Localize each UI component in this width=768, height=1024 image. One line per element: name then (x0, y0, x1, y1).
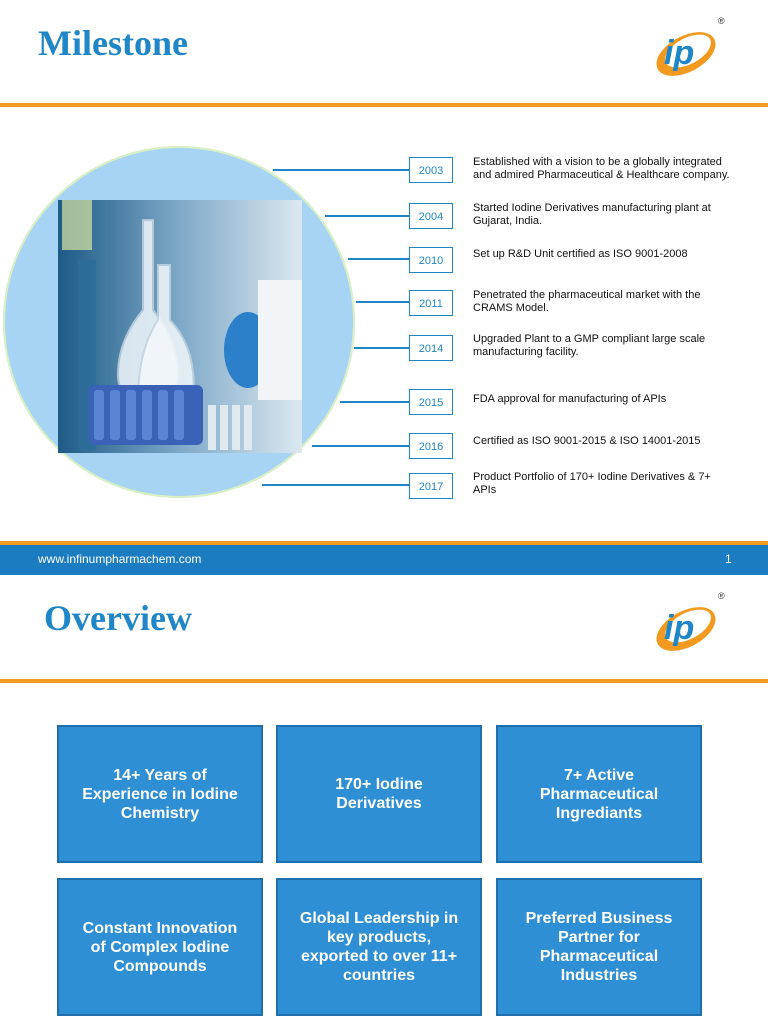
orange-rule (0, 679, 768, 683)
slide-title: Milestone (38, 23, 188, 63)
connector-lines (0, 0, 420, 520)
milestone-text: Product Portfolio of 170+ Iodine Derivatives & 7+ APIs (473, 471, 711, 496)
milestone-text: FDA approval for manufacturing of APIs (473, 393, 667, 405)
overview-box: 7+ Active Pharmaceutical Ingrediants (496, 725, 702, 863)
year-2010: 2010 (409, 247, 453, 273)
overview-box: Global Leadership in key products, exported to over 11+ countries (276, 878, 482, 1016)
registered-mark: ® (718, 591, 725, 601)
logo-text: ip (664, 34, 695, 72)
milestone-text: Started Iodine Derivatives manufacturing plant at Gujarat, India. (473, 202, 711, 227)
year-2014: 2014 (409, 335, 453, 361)
year-2011: 2011 (409, 290, 453, 316)
ip-logo (650, 589, 728, 659)
milestone-text: Upgraded Plant to a GMP compliant large scale manufacturing facility. (473, 333, 706, 358)
overview-box: 170+ Iodine Derivatives (276, 725, 482, 863)
ip-logo (650, 14, 728, 84)
page-number: 1 (725, 552, 732, 566)
year-2004: 2004 (409, 203, 453, 229)
footer-url[interactable]: www.infinumpharmachem.com (38, 552, 202, 566)
milestone-text: Certified as ISO 9001-2015 & ISO 14001-2015 (473, 435, 701, 447)
overview-slide (0, 575, 768, 1024)
footer-bar (0, 541, 768, 575)
overview-box: Constant Innovation of Complex Iodine Compounds (57, 878, 263, 1016)
milestone-text: Established with a vision to be a globally integrated and admired Pharmaceutical & Healthcare company. (473, 156, 730, 181)
slide-title: Overview (44, 598, 192, 638)
milestone-text: Penetrated the pharmaceutical market with the CRAMS Model. (473, 289, 701, 314)
year-2017: 2017 (409, 473, 453, 499)
milestone-text: Set up R&D Unit certified as ISO 9001-2008 (473, 248, 688, 260)
overview-box: Preferred Business Partner for Pharmaceutical Industries (496, 878, 702, 1016)
year-2015: 2015 (409, 389, 453, 415)
logo-text: ip (664, 609, 695, 647)
registered-mark: ® (718, 16, 725, 26)
year-2003: 2003 (409, 157, 453, 183)
overview-box: 14+ Years of Experience in Iodine Chemistry (57, 725, 263, 863)
year-2016: 2016 (409, 433, 453, 459)
